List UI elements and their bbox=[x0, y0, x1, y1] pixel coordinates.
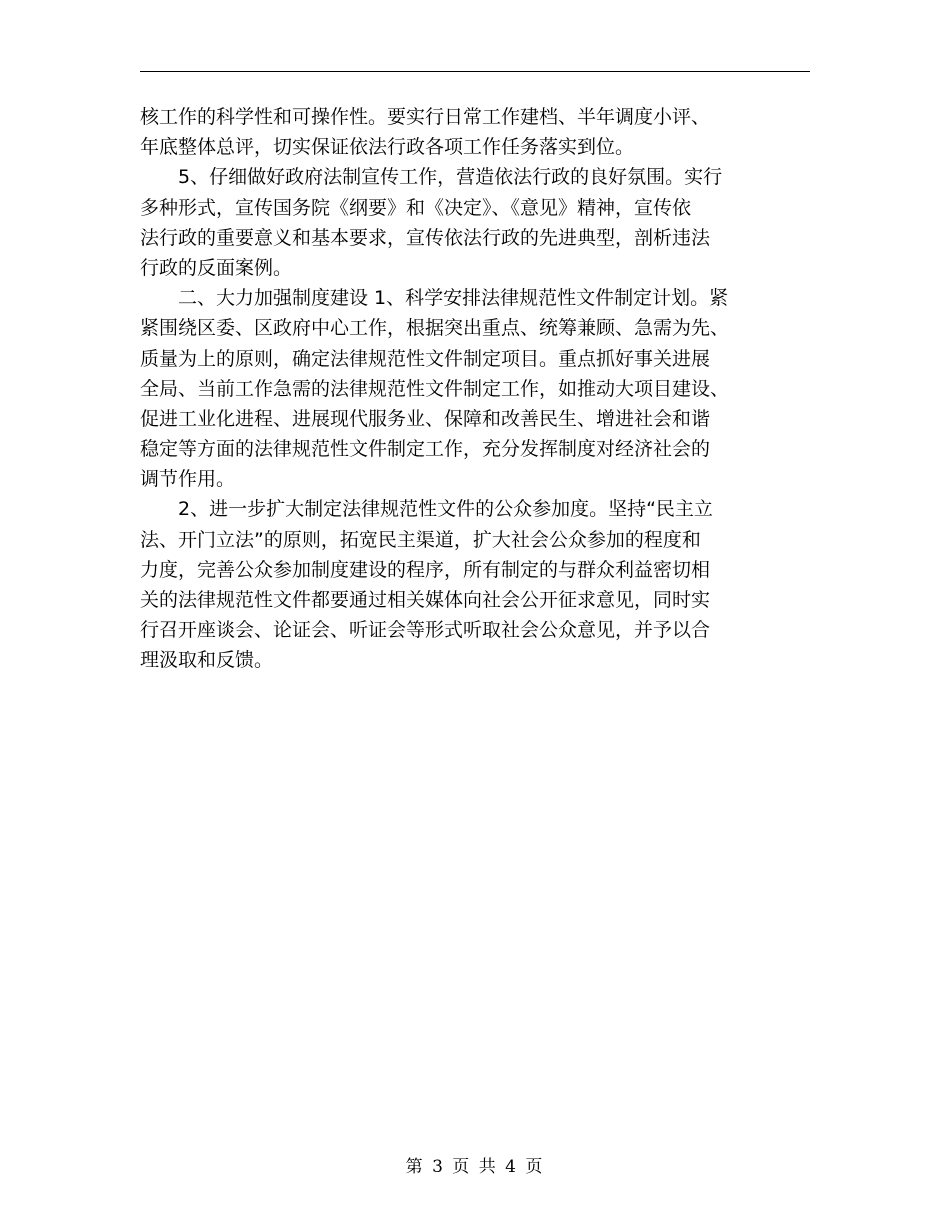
text-line: 力度，完善公众参加制度建设的程序，所有制定的与群众利益密切相 bbox=[140, 558, 711, 581]
page-number-footer: 第 3 页 共 4 页 bbox=[405, 1157, 545, 1177]
header-rule bbox=[140, 71, 810, 72]
text-line: 5、仔细做好政府法制宣传工作，营造依法行政的良好氛围。实行 bbox=[178, 166, 723, 189]
text-line: 行召开座谈会、论证会、听证会等形式听取社会公众意见，并予以合 bbox=[140, 619, 711, 642]
document-body bbox=[140, 102, 810, 676]
text-line: 质量为上的原则，确定法律规范性文件制定项目。重点抓好事关进展 bbox=[140, 347, 711, 370]
text-line: 法、开门立法”的原则，拓宽民主渠道，扩大社会公众参加的程度和 bbox=[140, 528, 701, 551]
text-line: 2、进一步扩大制定法律规范性文件的公众参加度。坚持“民主立 bbox=[178, 498, 713, 521]
text-line: 调节作用。 bbox=[140, 468, 236, 491]
text-line: 行政的反面案例。 bbox=[140, 256, 293, 279]
paragraph bbox=[140, 283, 810, 494]
text-line: 核工作的科学性和可操作性。要实行日常工作建档、半年调度小评、 bbox=[140, 106, 711, 128]
text-line: 多种形式，宣传国务院《纲要》和《决定》、《意见》精神，宣传依 bbox=[140, 196, 692, 219]
text-line: 促进工业化进程、进展现代服务业、保障和改善民生、增进社会和谐 bbox=[140, 407, 711, 430]
text-line: 紧围绕区委、区政府中心工作，根据突出重点、统筹兼顾、急需为先、 bbox=[140, 317, 730, 340]
text-line: 二、大力加强制度建设 1、科学安排法律规范性文件制定计划。紧 bbox=[178, 287, 729, 310]
text-line: 关的法律规范性文件都要通过相关媒体向社会公开征求意见，同时实 bbox=[140, 589, 711, 611]
text-line: 全局、当前工作急需的法律规范性文件制定工作，如推动大项目建设、 bbox=[140, 377, 730, 400]
paragraph bbox=[140, 102, 810, 162]
text-line: 法行政的重要意义和基本要求，宣传依法行政的先进典型，剖析违法 bbox=[140, 226, 711, 249]
paragraph bbox=[140, 162, 810, 283]
text-line: 年底整体总评，切实保证依法行政各项工作任务落实到位。 bbox=[140, 136, 635, 159]
text-line: 理汲取和反馈。 bbox=[140, 649, 274, 672]
paragraph bbox=[140, 494, 810, 675]
text-line: 稳定等方面的法律规范性文件制定工作，充分发挥制度对经济社会的 bbox=[140, 438, 711, 461]
